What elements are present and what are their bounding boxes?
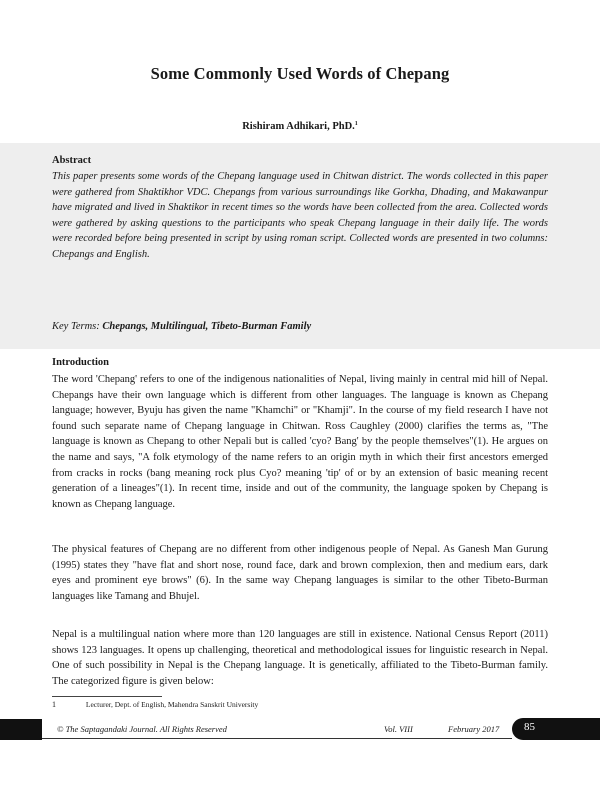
key-terms [52, 321, 311, 332]
author-name: Rishiram Adhikari, PhD. [242, 121, 355, 132]
footer-volume: Vol. VIII [384, 724, 413, 734]
abstract-heading: Abstract [52, 155, 92, 166]
author-line [0, 121, 600, 132]
footnote-divider [52, 696, 162, 697]
key-terms-label: Key Terms: [52, 321, 100, 332]
introduction-heading: Introduction [52, 357, 109, 368]
footnote-number: 1 [52, 700, 56, 709]
page-number-tab [512, 718, 600, 740]
footer-date: February 2017 [448, 724, 500, 734]
introduction-paragraph-2: The physical features of Chepang are no different from other indigenous people of Nepal. As Ganesh Man Gurung (1995) states they "have flat and short nose, round face, dark and brown complexion, then and medium ears, dark eyes and prominent eye brows" (6). In the same way Chepang languages is similar to the other Tibeto-Burman languages like Tamang and Bhujel. [52, 544, 548, 602]
footer-copyright: © The Saptagandaki Journal. All Rights Reserved [57, 724, 227, 734]
footnote-text: Lecturer, Dept. of English, Mahendra Sanskrit University [85, 700, 259, 709]
key-terms-values: Chepangs, Multilingual, Tibeto-Burman Family [102, 321, 312, 332]
paper-title: Some Commonly Used Words of Chepang [150, 64, 450, 83]
abstract-text: This paper presents some words of the Chepang language used in Chitwan district. The words collected in this paper were gathered from Shaktikhor VDC. Chepangs from various surroundings like Gorkha, Dhading, and Makawanpur have migrated and lived in Shaktikor in recent times so the words have been collected from the area. Collected words were gathered by asking questions to the participants who speak Chepang language in their daily life. The words were recorded before being presented in script by using roman script. Collected words are presented in two columns: Chepangs and English. [52, 171, 548, 260]
footnote [52, 700, 258, 709]
introduction-paragraph-3: Nepal is a multilingual nation where more than 120 languages are still in existence. National Census Report (2011) shows 123 languages. It opens up challenging, theoretical and methodological issues for linguistic research in Nepal. One of such possibility in Nepal is the Chepang language. It is genetically, affiliated to the Tibeto-Burman family. The categorized figure is given below: [52, 629, 548, 687]
author-footnote-marker: 1 [354, 121, 358, 127]
footer-divider [42, 738, 512, 739]
introduction-paragraph-1: The word 'Chepang' refers to one of the indigenous nationalities of Nepal, living mainly in central mid hill of Nepal. Chepangs have their own language which is different from other languages. The language is known as Chepang language; however, Byuju has given the name "Khamchi" or "Khamji". In the course of my field research I have not found such separate name of Chepang language in Chitwan. Ross Caughley (2000) clarifies the terms as, "The language is known as Chepang to other Nepali but is called 'cyo? Bang' by the people themselves"(1). He argues on the name and says, "A folk etymology of the name refers to an origin myth in which their first ancestors emerged from cracks in rocks (bang meaning rock plus Cyo? meaning 'tip' of or by an extension of basic meaning recent generation of a lineages"(1). In recent time, inside and out of the community, the language spoken by Chepang is known as Chepang language. [52, 374, 548, 510]
page-number: 85 [524, 721, 535, 733]
footer-left-bar [0, 719, 42, 740]
